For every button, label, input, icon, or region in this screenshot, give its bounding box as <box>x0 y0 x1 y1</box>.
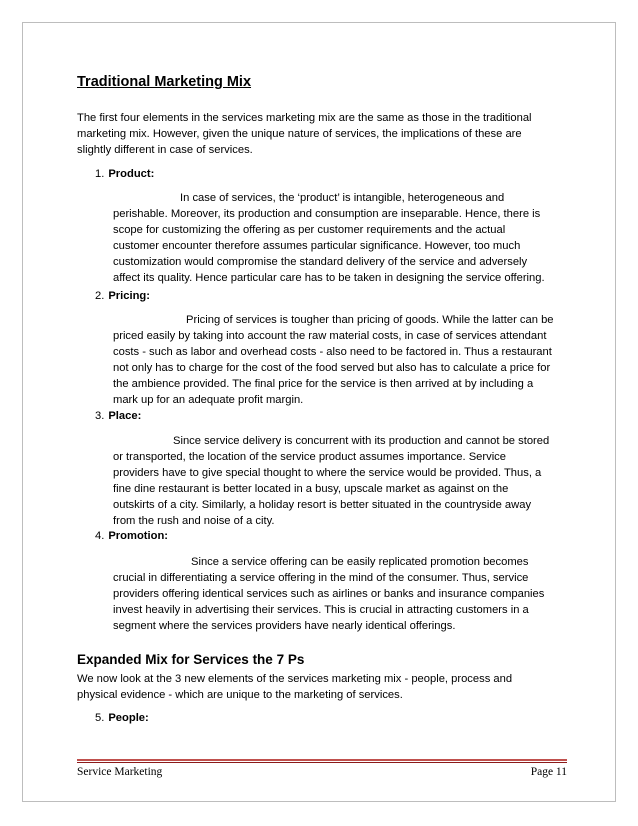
list-label: Product: <box>108 168 155 180</box>
para-line: outskirts of a city. Similarly, a holiday resort is better situated in the countryside away <box>113 499 532 511</box>
list-label: People: <box>108 712 149 724</box>
para-line: Pricing of services is tougher than pricing of goods. While the latter can be <box>186 314 554 326</box>
list-number: 1. <box>95 168 105 180</box>
list-number: 5. <box>95 712 105 724</box>
para-line: crucial in differentiating a service offering in the mind of the consumer. Thus, service <box>113 572 529 584</box>
list-item-product-heading <box>95 166 154 182</box>
para-line: priced easily by taking into account the raw material costs, in case of services attendant <box>113 330 547 342</box>
footer-rule <box>77 759 567 761</box>
para-line: invest heavily in advertising their services. This is crucial in attracting customers in a <box>113 604 529 616</box>
list-item-people-heading <box>95 710 149 726</box>
para-line: from the rush and noise of a city. <box>113 515 275 527</box>
list-label: Pricing: <box>108 290 150 302</box>
para-line: providers have to give special thought to where the service would be provided. Thus, a <box>113 467 542 479</box>
list-item-pricing-heading <box>95 288 150 304</box>
place-paragraph <box>113 433 549 529</box>
intro-line: We now look at the 3 new elements of the services marketing mix - people, process and <box>77 673 513 685</box>
footer-page-number: Page 11 <box>530 766 567 778</box>
intro-line: The first four elements in the services marketing mix are the same as those in the traditional <box>77 112 532 124</box>
pricing-paragraph <box>113 312 554 408</box>
para-line: Since service delivery is concurrent with its production and cannot be stored <box>173 435 550 447</box>
para-line: affect its quality. Hence particular care has to be taken in designing the service offering. <box>113 272 545 284</box>
intro-paragraph <box>77 110 532 158</box>
para-line: perishable. Moreover, its production and consumption are inseparable. Hence, there is <box>113 208 541 220</box>
para-line: not only has to charge for the cost of the food served but also has to calculate a price for <box>113 362 551 374</box>
section2-intro <box>77 671 512 703</box>
footer-rule-thin <box>77 762 567 763</box>
promotion-paragraph <box>113 554 544 634</box>
para-line: fine dine restaurant is better located in a busy, upscale market as against on the <box>113 483 509 495</box>
list-number: 4. <box>95 530 105 542</box>
para-line: scope for customizing the offering as per customer requirements and the actual <box>113 224 506 236</box>
para-line: or transported, the location of the service product assumes importance. Service <box>113 451 506 463</box>
section-title: Traditional Marketing Mix <box>77 74 252 90</box>
list-item-promotion-heading <box>95 528 168 544</box>
para-line: mark up for an adequate profit margin. <box>113 394 304 406</box>
para-line: In case of services, the ‘product’ is intangible, heterogeneous and <box>180 192 505 204</box>
list-number: 2. <box>95 290 105 302</box>
para-line: the ambience provided. The final price for the service is then arrived at by including a <box>113 378 534 390</box>
para-line: customization would compromise the standard delivery of the service and adversely <box>113 256 528 268</box>
product-paragraph <box>113 190 545 286</box>
list-label: Place: <box>108 410 142 422</box>
section2-title: Expanded Mix for Services the 7 Ps <box>77 652 305 667</box>
intro-line: physical evidence - which are unique to the marketing of services. <box>77 689 403 701</box>
para-line: costs - such as labor and overhead costs - also need to be factored in. Thus a restaurant <box>113 346 552 358</box>
para-line: segment where the services providers have nearly identical offerings. <box>113 620 456 632</box>
list-item-place-heading <box>95 408 141 424</box>
footer-left-text: Service Marketing <box>77 766 163 778</box>
intro-line: slightly different in case of services. <box>77 144 253 156</box>
intro-line: marketing mix. However, given the unique nature of services, the implications of these are <box>77 128 522 140</box>
list-label: Promotion: <box>108 530 169 542</box>
para-line: providers offering identical services such as airlines or banks and insurance companies <box>113 588 545 600</box>
para-line: customer encounter therefore assumes particular significance. However, too much <box>113 240 521 252</box>
para-line: Since a service offering can be easily replicated promotion becomes <box>191 556 529 568</box>
list-number: 3. <box>95 410 105 422</box>
